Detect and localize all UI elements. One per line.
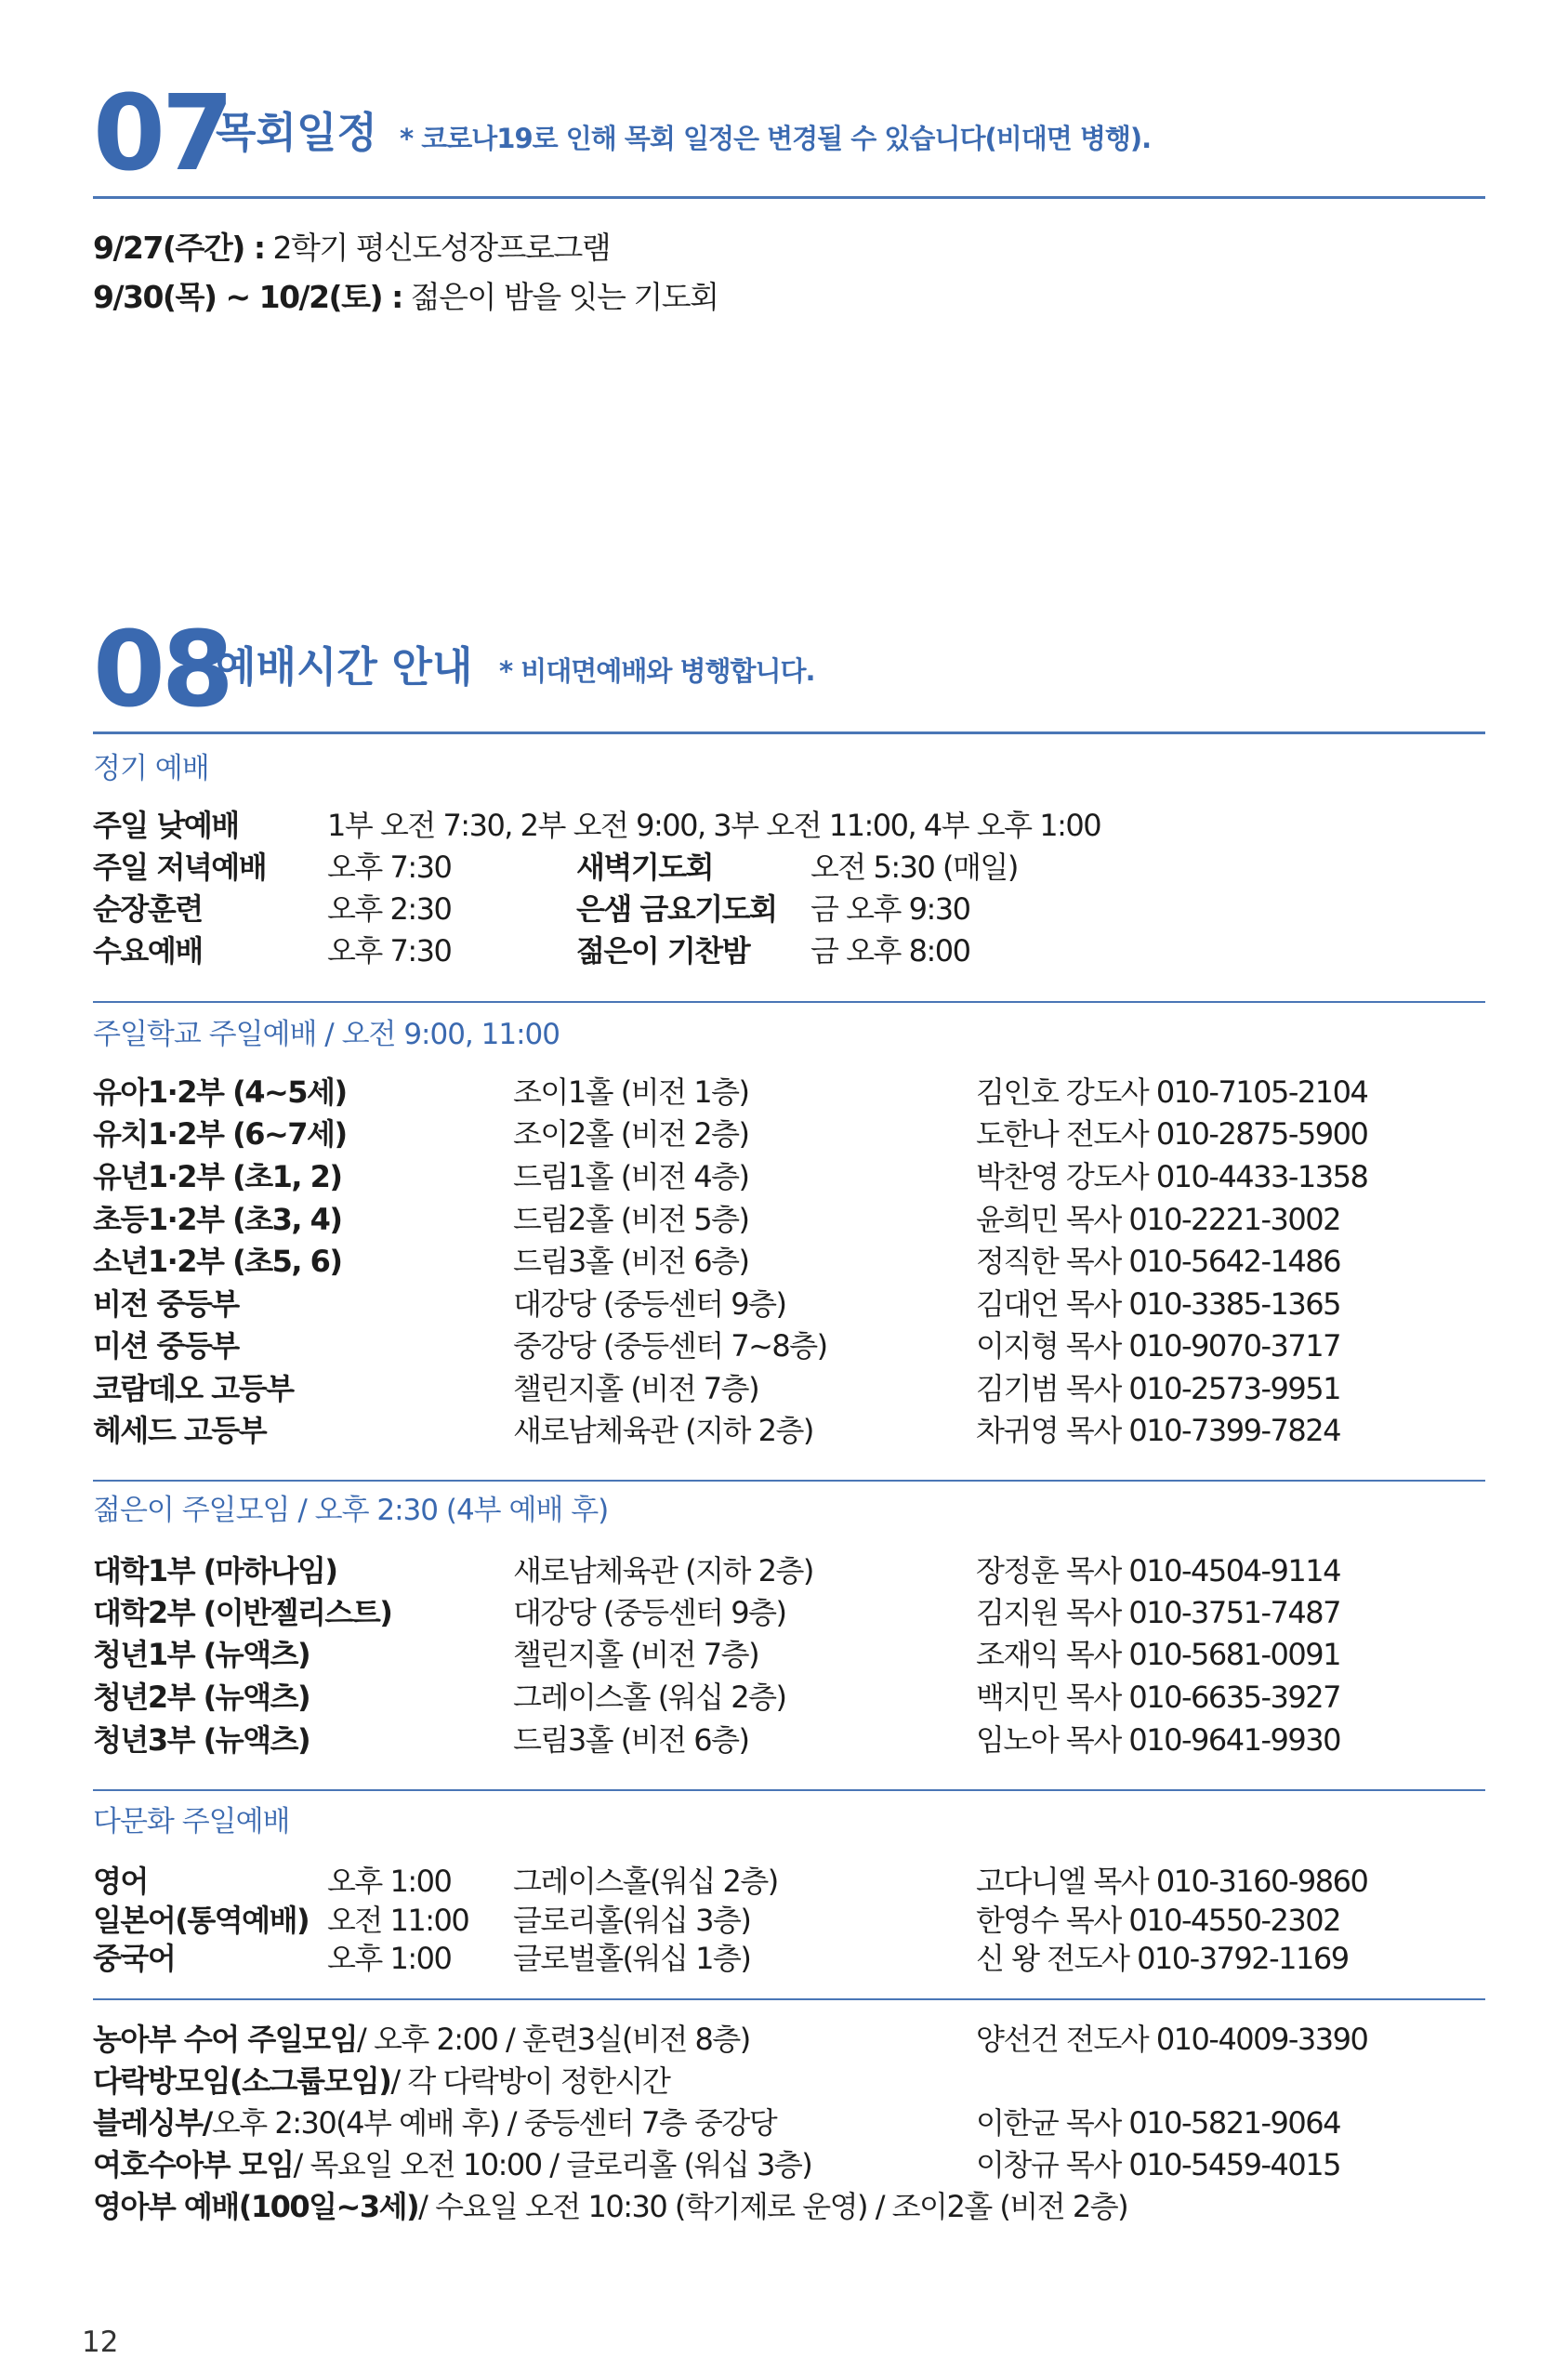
language-name: 일본어(통역예배) <box>93 1903 310 1938</box>
department-row <box>93 1637 1487 1680</box>
gathering-contact: 이한균 목사 010-5821-9064 <box>976 2105 1340 2141</box>
department-name: 비전 중등부 <box>93 1286 239 1322</box>
young-adults-time: / 오후 2:30 (4부 예배 후) <box>289 1494 609 1527</box>
department-name: 청년3부 (뉴액츠) <box>93 1722 310 1758</box>
sunday-school-time: / 오전 9:00, 11:00 <box>316 1018 560 1051</box>
section-08-note: * 비대면예배와 병행합니다. <box>499 655 815 687</box>
gathering-row <box>93 2063 1487 2107</box>
service-name: 순장훈련 <box>93 891 203 927</box>
department-row <box>93 1595 1487 1639</box>
service-name: 주일 저녁예배 <box>93 850 267 885</box>
department-place: 새로남체육관 (지하 2층) <box>513 1413 813 1448</box>
gathering-detail: / 오후 2:00 / 훈련3실(비전 8층) <box>357 2022 750 2057</box>
department-contact: 윤희민 목사 010-2221-3002 <box>976 1202 1340 1237</box>
section-08-title: 예배시간 안내 <box>216 642 473 692</box>
department-contact: 정직한 목사 010-5642-1486 <box>976 1244 1340 1279</box>
gathering-title: 블레싱부/ <box>93 2105 212 2141</box>
department-contact: 장정훈 목사 010-4504-9114 <box>976 1553 1340 1588</box>
department-name: 미션 중등부 <box>93 1328 239 1364</box>
gathering-title: 농아부 수어 주일모임 <box>93 2022 357 2057</box>
department-contact: 김지원 목사 010-3751-7487 <box>976 1595 1340 1630</box>
gathering-detail: / 수요일 오전 10:30 (학기제로 운영) / 조이2홀 (비전 2층) <box>418 2189 1128 2224</box>
service-row <box>93 852 1487 893</box>
section-08-number: 08 <box>93 610 231 731</box>
department-row <box>93 1553 1487 1597</box>
service-times: 1부 오전 7:30, 2부 오전 9:00, 3부 오전 11:00, 4부 오후 1:00 <box>327 808 1101 843</box>
divider <box>93 1998 1485 2000</box>
service-name: 수요예배 <box>93 933 203 969</box>
service-name: 새벽기도회 <box>576 850 714 885</box>
department-place: 그레이스홀 (워십 2층) <box>513 1680 786 1715</box>
department-row <box>93 1682 1487 1723</box>
department-row <box>93 1074 1487 1118</box>
department-contact: 임노아 목사 010-9641-9930 <box>976 1722 1340 1758</box>
department-row <box>93 1328 1487 1372</box>
service-row <box>93 810 1487 851</box>
department-name: 청년1부 (뉴액츠) <box>93 1637 310 1672</box>
schedule-text: 젊은이 밤을 잇는 기도회 <box>402 279 718 315</box>
department-contact: 김대언 목사 010-3385-1365 <box>976 1286 1340 1322</box>
divider <box>93 1001 1485 1003</box>
service-time: 금 오후 8:00 <box>810 933 970 969</box>
department-place: 대강당 (중등센터 9층) <box>513 1286 786 1322</box>
schedule-date: 9/30(목) ~ 10/2(토) : <box>93 279 402 315</box>
department-row <box>93 1246 1487 1287</box>
service-time: 오전 5:30 (매일) <box>810 850 1018 885</box>
regular-services-heading: 정기 예배 <box>93 752 209 785</box>
department-name: 유아1·2부 (4~5세) <box>93 1074 347 1110</box>
schedule-item <box>93 230 611 266</box>
gathering-title: 여호수아부 모임 <box>93 2147 294 2182</box>
service-contact: 한영수 목사 010-4550-2302 <box>976 1903 1340 1938</box>
service-place: 글로리홀(워십 3층) <box>513 1903 751 1938</box>
service-time: 오후 1:00 <box>327 1864 452 1899</box>
department-row <box>93 1286 1487 1330</box>
gathering-title: 다락방모임(소그룹모임) <box>93 2063 391 2099</box>
service-time: 오후 7:30 <box>327 850 452 885</box>
department-contact: 김인호 강도사 010-7105-2104 <box>976 1074 1368 1110</box>
service-time: 금 오후 9:30 <box>810 891 970 927</box>
department-contact: 김기범 목사 010-2573-9951 <box>976 1371 1340 1406</box>
gathering-detail: / 목요일 오전 10:00 / 글로리홀 (워십 3층) <box>293 2147 812 2182</box>
section-07-note: * 코로나19로 인해 목회 일정은 변경될 수 있습니다(비대면 병행). <box>400 123 1152 154</box>
department-contact: 도한나 전도사 010-2875-5900 <box>976 1116 1368 1152</box>
service-name: 은샘 금요기도회 <box>576 891 777 927</box>
multicultural-heading: 다문화 주일예배 <box>93 1805 290 1838</box>
service-place: 글로벌홀(워십 1층) <box>513 1941 751 1976</box>
department-row <box>93 1722 1487 1766</box>
language-name: 영어 <box>93 1864 148 1899</box>
department-contact: 박찬영 강도사 010-4433-1358 <box>976 1159 1368 1194</box>
department-name: 헤세드 고등부 <box>93 1413 267 1448</box>
department-place: 새로남체육관 (지하 2층) <box>513 1553 813 1588</box>
gathering-row <box>93 2147 1487 2191</box>
sunday-school-heading <box>93 1018 560 1051</box>
department-row <box>93 1371 1487 1415</box>
gathering-row <box>93 2024 1487 2065</box>
gathering-row <box>93 2105 1487 2149</box>
department-name: 코람데오 고등부 <box>93 1371 294 1406</box>
divider <box>93 1789 1485 1791</box>
department-place: 챌린지홀 (비전 7층) <box>513 1637 759 1672</box>
department-name: 유치1·2부 (6~7세) <box>93 1116 347 1152</box>
gathering-detail: 오후 2:30(4부 예배 후) / 중등센터 7층 중강당 <box>211 2105 777 2141</box>
divider <box>93 1480 1485 1482</box>
department-place: 중강당 (중등센터 7~8층) <box>513 1328 827 1364</box>
service-row <box>93 933 1487 977</box>
young-adults-heading <box>93 1496 608 1525</box>
department-row <box>93 1116 1487 1160</box>
department-name: 초등1·2부 (초3, 4) <box>93 1202 342 1237</box>
young-adults-title: 젊은이 주일모임 <box>93 1494 290 1527</box>
language-service-row <box>93 1941 1487 1984</box>
schedule-text: 2학기 평신도성장프로그램 <box>264 230 611 266</box>
department-place: 챌린지홀 (비전 7층) <box>513 1371 759 1406</box>
department-contact: 차귀영 목사 010-7399-7824 <box>976 1413 1340 1448</box>
department-contact: 백지민 목사 010-6635-3927 <box>976 1680 1340 1715</box>
department-place: 드림2홀 (비전 5층) <box>513 1202 749 1237</box>
department-name: 유년1·2부 (초1, 2) <box>93 1159 342 1194</box>
section-07-rule <box>93 196 1485 199</box>
gathering-row <box>93 2189 1487 2233</box>
language-service-row <box>93 1866 1487 1907</box>
department-name: 소년1·2부 (초5, 6) <box>93 1244 342 1279</box>
department-place: 조이1홀 (비전 1층) <box>513 1074 749 1110</box>
service-time: 오후 7:30 <box>327 933 452 969</box>
service-row <box>93 891 1487 935</box>
page-number: 12 <box>82 2326 119 2359</box>
department-contact: 이지형 목사 010-9070-3717 <box>976 1328 1340 1364</box>
gathering-detail: / 각 다락방이 정한시간 <box>390 2063 670 2099</box>
section-07-number: 07 <box>93 73 231 194</box>
department-row <box>93 1413 1487 1456</box>
department-place: 드림3홀 (비전 6층) <box>513 1722 749 1758</box>
language-name: 중국어 <box>93 1941 176 1976</box>
department-row <box>93 1202 1487 1245</box>
service-contact: 고다니엘 목사 010-3160-9860 <box>976 1864 1368 1899</box>
gathering-contact: 양선건 전도사 010-4009-3390 <box>976 2022 1368 2057</box>
service-place: 그레이스홀(워십 2층) <box>513 1864 778 1899</box>
service-time: 오전 11:00 <box>327 1903 469 1938</box>
gathering-contact: 이창규 목사 010-5459-4015 <box>976 2147 1340 2182</box>
department-place: 드림3홀 (비전 6층) <box>513 1244 749 1279</box>
service-name: 주일 낮예배 <box>93 808 239 843</box>
department-name: 대학1부 (마하나임) <box>93 1553 337 1588</box>
schedule-date: 9/27(주간) : <box>93 230 265 266</box>
service-time: 오후 1:00 <box>327 1941 452 1976</box>
department-place: 대강당 (중등센터 9층) <box>513 1595 786 1630</box>
gathering-title: 영아부 예배(100일~3세) <box>93 2189 419 2224</box>
section-08-rule <box>93 731 1485 734</box>
service-time: 오후 2:30 <box>327 891 452 927</box>
schedule-item <box>93 279 718 315</box>
department-name: 청년2부 (뉴액츠) <box>93 1680 310 1715</box>
department-place: 드림1홀 (비전 4층) <box>513 1159 749 1194</box>
department-contact: 조재익 목사 010-5681-0091 <box>976 1637 1340 1672</box>
department-name: 대학2부 (이반젤리스트) <box>93 1595 392 1630</box>
department-row <box>93 1159 1487 1203</box>
section-07-title: 목회일정 <box>216 108 377 157</box>
service-contact: 신 왕 전도사 010-3792-1169 <box>976 1941 1349 1976</box>
department-place: 조이2홀 (비전 2층) <box>513 1116 749 1152</box>
service-name: 젊은이 기찬밤 <box>576 933 750 969</box>
sunday-school-title: 주일학교 주일예배 <box>93 1018 317 1051</box>
